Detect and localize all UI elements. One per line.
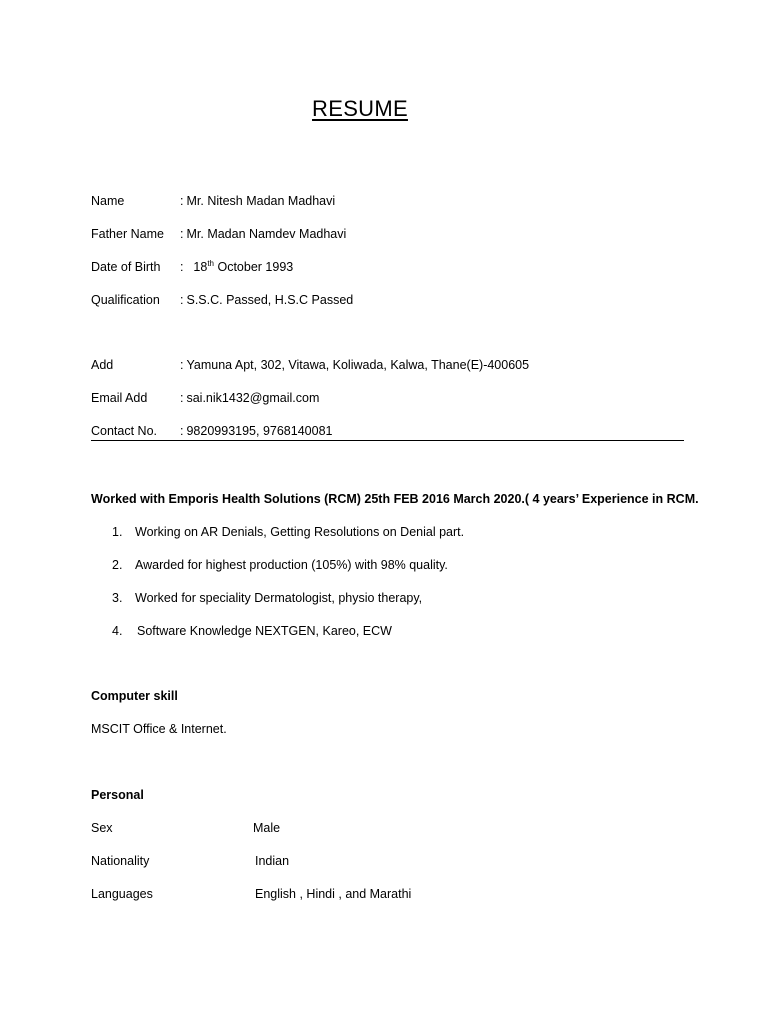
address-label: Add [91,358,114,372]
sex-row [91,820,280,836]
colon: : [180,293,184,307]
personal-heading: Personal [91,788,144,802]
contact-row [91,423,332,439]
email-value: sai.nik1432@gmail.com [186,391,320,405]
colon: : [180,260,191,274]
sex-value: Male [253,821,281,835]
sex-label: Sex [91,821,113,835]
qualification-row [91,292,353,308]
dob-row [91,259,293,275]
dob-label: Date of Birth [91,260,161,274]
list-number: 2. [112,558,123,572]
computer-skill-heading: Computer skill [91,689,178,703]
father-name-row [91,226,346,242]
qualification-label: Qualification [91,293,160,307]
colon: : [180,391,184,405]
contact-value: 9820993195, 9768140081 [186,424,333,438]
page-title: RESUME [312,96,408,121]
dob-day: 18 [193,260,208,274]
name-label: Name [91,194,125,208]
address-value: Yamuna Apt, 302, Vitawa, Koliwada, Kalwa, Thane(E)-400605 [186,358,530,372]
languages-row [91,886,411,902]
colon: : [180,194,184,208]
colon: : [180,358,184,372]
nationality-value: Indian [255,854,290,868]
list-item [112,557,448,573]
email-label: Email Add [91,391,148,405]
list-item [112,623,392,639]
dob-suffix: th [207,258,214,268]
experience-heading: Worked with Emporis Health Solutions (RCM) 25th FEB 2016 March 2020.( 4 years’ Experience in RCM. [91,492,699,506]
list-text: Awarded for highest production (105%) with 98% quality. [135,558,448,572]
dob-rest: October 1993 [217,260,294,274]
list-number: 3. [112,591,123,605]
address-row [91,357,529,373]
list-text: Software Knowledge NEXTGEN, Kareo, ECW [137,624,392,638]
divider-line [91,440,684,441]
email-row [91,390,319,406]
languages-label: Languages [91,887,153,901]
name-row [91,193,335,209]
contact-label: Contact No. [91,424,158,438]
colon: : [180,424,184,438]
list-number: 1. [112,525,123,539]
nationality-row [91,853,289,869]
list-item [112,524,464,540]
languages-value: English , Hindi , and Marathi [255,887,412,901]
qualification-value: S.S.C. Passed, H.S.C Passed [186,293,354,307]
colon: : [180,227,184,241]
computer-skill-value: MSCIT Office & Internet. [91,722,227,736]
list-item [112,590,422,606]
father-name-label: Father Name [91,227,164,241]
name-value: Mr. Nitesh Madan Madhavi [186,194,336,208]
father-name-value: Mr. Madan Namdev Madhavi [186,227,347,241]
list-text: Working on AR Denials, Getting Resolutions on Denial part. [135,525,465,539]
list-text: Worked for speciality Dermatologist, physio therapy, [135,591,423,605]
list-number: 4. [112,624,123,638]
nationality-label: Nationality [91,854,150,868]
